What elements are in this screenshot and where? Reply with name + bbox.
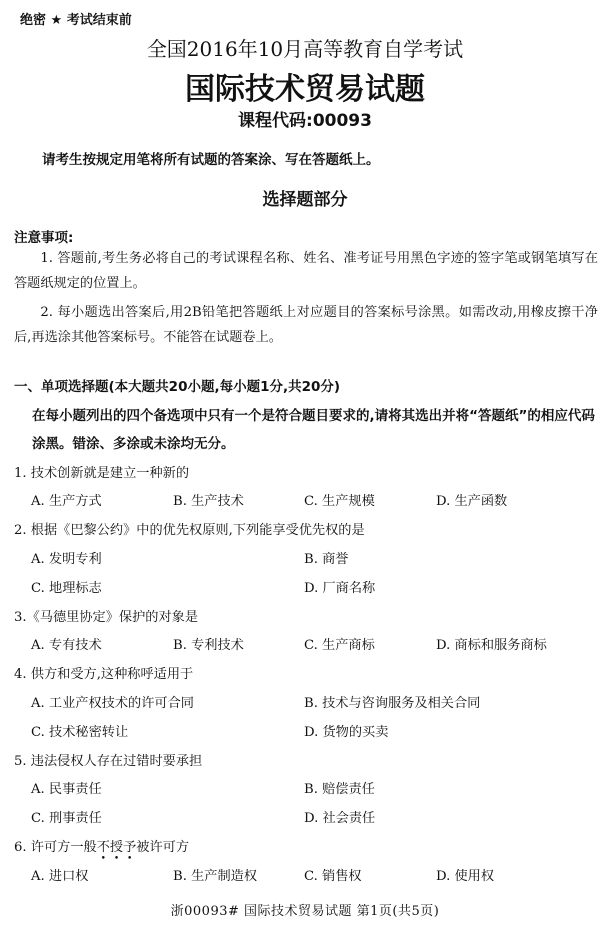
option-3c: C. 生产商标: [304, 638, 375, 653]
question-1: 1. 技术创新就是建立一种新的: [14, 466, 190, 481]
question-2: 2. 根据《巴黎公约》中的优先权原则,下列能享受优先权的是: [14, 523, 365, 538]
emphasis-char: 不: [96, 840, 110, 855]
option-4a: A. 工业产权技术的许可合同: [31, 696, 194, 711]
option-6d: D. 使用权: [436, 869, 495, 884]
attention-item-1: 1. 答题前,考生务必将自己的考试课程名称、姓名、准考证号用黑色字迹的签字笔或钢笔填写在答题纸规定的位置上。: [14, 251, 598, 291]
emphasis-char: 予: [123, 840, 137, 855]
option-4b: B. 技术与咨询服务及相关合同: [304, 696, 481, 711]
option-6c: C. 销售权: [304, 869, 362, 884]
option-5a: A. 民事责任: [31, 782, 102, 797]
question-5: 5. 违法侵权人存在过错时要承担: [14, 754, 203, 769]
question-4: 4. 供方和受方,这种称呼适用于: [14, 667, 194, 682]
answer-notice: 请考生按规定用笔将所有试题的答案涂、写在答题纸上。: [42, 152, 380, 168]
section-title: 选择题部分: [262, 190, 348, 210]
course-code: 课程代码:00093: [238, 111, 372, 131]
option-3a: A. 专有技术: [31, 638, 102, 653]
part-instructions: 在每小题列出的四个备选项中只有一个是符合题目要求的,请将其选出并将“答题纸”的相应代码涂黑。错涂、多涂或未涂均无分。: [32, 408, 595, 452]
option-2b: B. 商誉: [304, 552, 349, 567]
question-6-stem-start: 6. 许可方一般: [14, 840, 97, 855]
option-1d: D. 生产函数: [436, 494, 508, 509]
option-4d: D. 货物的买卖: [304, 725, 389, 740]
option-2d: D. 厂商名称: [304, 581, 376, 596]
option-5d: D. 社会责任: [304, 811, 376, 826]
option-5b: B. 赔偿责任: [304, 782, 375, 797]
option-3d: D. 商标和服务商标: [436, 638, 547, 653]
option-1b: B. 生产技术: [173, 494, 244, 509]
attention-item-2: 2. 每小题选出答案后,用2B铅笔把答题纸上对应题目的答案标号涂黑。如需改动,用橡皮擦干净后,再选涂其他答案标号。不能答在试题卷上。: [14, 305, 598, 345]
confidential-label: 绝密 ★ 考试结束前: [20, 13, 132, 28]
exam-title: 全国2016年10月高等教育自学考试: [146, 37, 464, 61]
paper-title: 国际技术贸易试题: [185, 72, 425, 107]
question-3: 3.《马德里协定》保护的对象是: [14, 610, 199, 625]
page-footer: 浙00093# 国际技术贸易试题 第1页(共5页): [170, 904, 440, 919]
option-4c: C. 技术秘密转让: [31, 725, 129, 740]
option-6a: A. 进口权: [31, 869, 89, 884]
option-2a: A. 发明专利: [31, 552, 102, 567]
option-2c: C. 地理标志: [31, 581, 102, 596]
question-6-emphasis: [97, 840, 137, 855]
option-1a: A. 生产方式: [31, 494, 102, 509]
option-3b: B. 专利技术: [173, 638, 244, 653]
option-1c: C. 生产规模: [304, 494, 375, 509]
part-title: 一、单项选择题(本大题共20小题,每小题1分,共20分): [14, 379, 341, 395]
question-6-stem-end: 被许可方: [136, 840, 190, 855]
option-5c: C. 刑事责任: [31, 811, 102, 826]
emphasis-char: 授: [109, 840, 124, 855]
attention-title: 注意事项:: [14, 230, 74, 246]
option-6b: B. 生产制造权: [173, 869, 258, 884]
question-6: [14, 836, 189, 855]
